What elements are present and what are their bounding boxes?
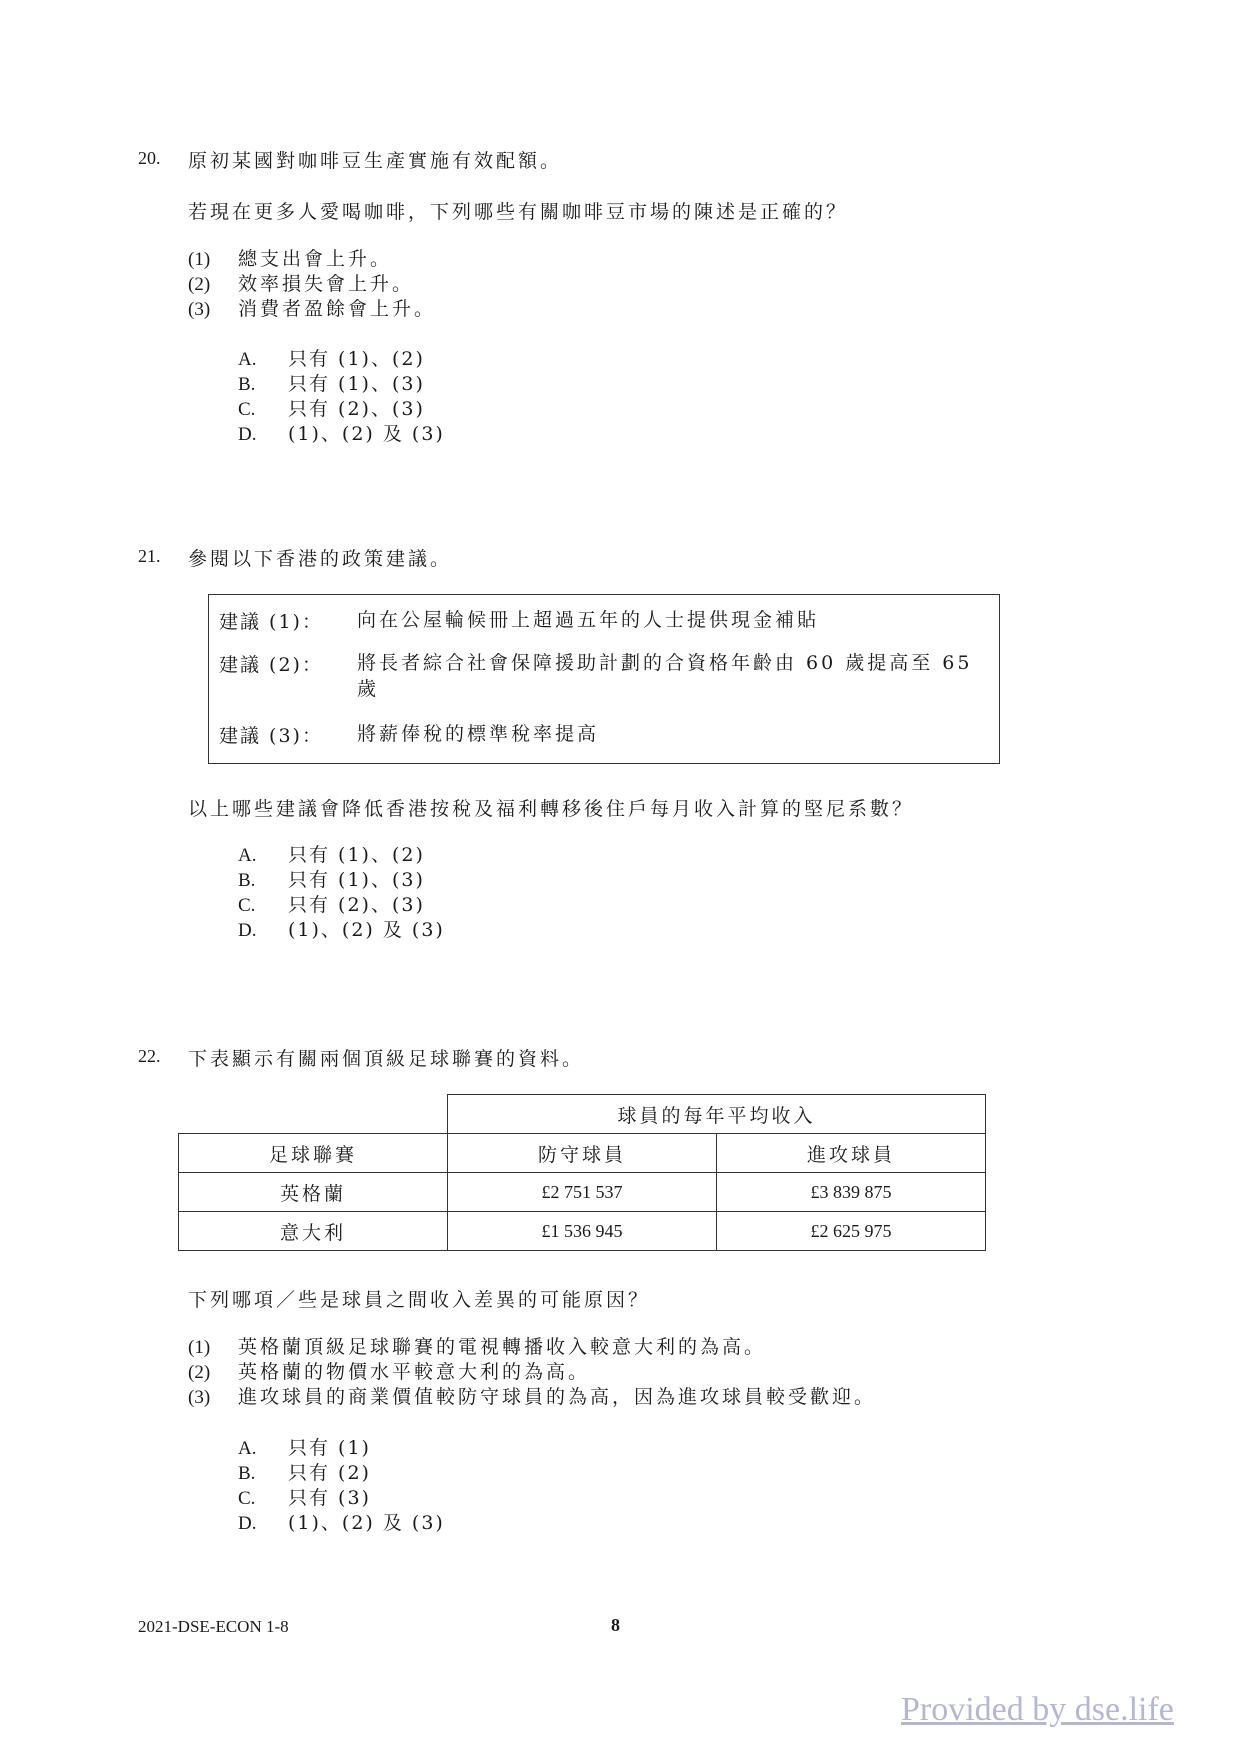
table-col-defender: 防守球員 xyxy=(448,1134,717,1173)
option-letter: B. xyxy=(238,870,256,891)
statement-number: (3) xyxy=(188,299,211,320)
question-22-statements xyxy=(188,1335,876,1410)
proposal-label: 建議 (1)： xyxy=(219,611,323,633)
option-text: (1)、(2) 及 (3) xyxy=(288,919,445,941)
table-row xyxy=(179,1173,986,1212)
option-letter: D. xyxy=(238,1513,257,1534)
question-22-prompt: 下列哪項／些是球員之間收入差異的可能原因？ xyxy=(188,1289,651,1311)
option-text: (1)、(2) 及 (3) xyxy=(288,423,445,445)
table-cell-league: 意大利 xyxy=(179,1212,448,1251)
question-20-prompt: 若現在更多人愛喝咖啡，下列哪些有關咖啡豆市場的陳述是正確的？ xyxy=(188,201,849,223)
option-d[interactable] xyxy=(238,1511,445,1536)
table-group-header: 球員的每年平均收入 xyxy=(448,1095,986,1134)
question-21-prompt: 以上哪些建議會降低香港按稅及福利轉移後住戶每月收入計算的堅尼系數？ xyxy=(188,798,915,820)
option-a[interactable] xyxy=(238,347,445,372)
question-22-options xyxy=(238,1436,445,1536)
question-20-number: 20. xyxy=(138,148,161,168)
table-cell-attacker: £2 625 975 xyxy=(717,1212,986,1251)
proposal-text: 向在公屋輪候冊上超過五年的人士提供現金補貼 xyxy=(357,609,820,631)
question-20-statements xyxy=(188,247,436,322)
option-text: 只有 (1) xyxy=(288,1437,371,1459)
option-letter: D. xyxy=(238,920,257,941)
page-number: 8 xyxy=(611,1615,620,1635)
table-cell-defender: £2 751 537 xyxy=(448,1173,717,1212)
table-header-row-group xyxy=(179,1095,986,1134)
question-21-number: 21. xyxy=(138,546,161,566)
question-20-options xyxy=(238,347,445,447)
statement-number: (1) xyxy=(188,1337,211,1358)
table-blank-cell xyxy=(179,1095,448,1134)
statement-number: (1) xyxy=(188,249,211,270)
proposal-text: 將薪俸稅的標準稅率提高 xyxy=(357,723,600,745)
statement-number: (3) xyxy=(188,1387,211,1408)
question-21-options xyxy=(238,843,445,943)
proposal-box xyxy=(208,594,1000,764)
statement-item xyxy=(188,272,436,297)
option-a[interactable] xyxy=(238,1436,445,1461)
question-20-stem: 原初某國對咖啡豆生產實施有效配額。 xyxy=(188,150,563,172)
option-b[interactable] xyxy=(238,868,445,893)
option-text: 只有 (2) xyxy=(288,1462,371,1484)
option-letter: A. xyxy=(238,1438,257,1459)
statement-item xyxy=(188,1360,876,1385)
table-cell-defender: £1 536 945 xyxy=(448,1212,717,1251)
option-a[interactable] xyxy=(238,843,445,868)
paper-code: 2021-DSE-ECON 1-8 xyxy=(138,1617,289,1636)
proposal-label: 建議 (2)： xyxy=(219,654,323,676)
statement-item xyxy=(188,297,436,322)
option-b[interactable] xyxy=(238,372,445,397)
option-letter: A. xyxy=(238,845,257,866)
option-text: 只有 (2)、(3) xyxy=(288,894,425,916)
statement-text: 總支出會上升。 xyxy=(238,248,393,270)
option-text: 只有 (1)、(3) xyxy=(288,869,425,891)
option-letter: C. xyxy=(238,1488,256,1509)
option-c[interactable] xyxy=(238,1486,445,1511)
statement-item xyxy=(188,1335,876,1360)
option-text: 只有 (1)、(2) xyxy=(288,348,425,370)
table-cell-league: 英格蘭 xyxy=(179,1173,448,1212)
proposal-label: 建議 (3)： xyxy=(219,725,323,747)
statement-text: 進攻球員的商業價值較防守球員的為高，因為進攻球員較受歡迎。 xyxy=(238,1386,877,1408)
option-letter: B. xyxy=(238,1463,256,1484)
statement-text: 英格蘭頂級足球聯賽的電視轉播收入較意大利的為高。 xyxy=(238,1336,767,1358)
question-22-number: 22. xyxy=(138,1046,161,1066)
statement-text: 效率損失會上升。 xyxy=(238,273,415,295)
option-b[interactable] xyxy=(238,1461,445,1486)
statement-number: (2) xyxy=(188,1362,211,1383)
table-row xyxy=(179,1212,986,1251)
table-cell-attacker: £3 839 875 xyxy=(717,1173,986,1212)
option-d[interactable] xyxy=(238,422,445,447)
option-letter: B. xyxy=(238,374,256,395)
question-21-stem: 參閱以下香港的政策建議。 xyxy=(188,548,453,570)
statement-item xyxy=(188,1385,876,1410)
statement-item xyxy=(188,247,436,272)
option-letter: A. xyxy=(238,349,257,370)
option-text: 只有 (1)、(3) xyxy=(288,373,425,395)
provided-by-link[interactable]: Provided by dse.life xyxy=(901,1691,1174,1728)
option-text: 只有 (2)、(3) xyxy=(288,398,425,420)
table-header-row xyxy=(179,1134,986,1173)
option-text: (1)、(2) 及 (3) xyxy=(288,1512,445,1534)
option-letter: C. xyxy=(238,895,256,916)
option-c[interactable] xyxy=(238,397,445,422)
statement-text: 消費者盈餘會上升。 xyxy=(238,298,437,320)
statement-number: (2) xyxy=(188,274,211,295)
option-letter: C. xyxy=(238,399,256,420)
option-letter: D. xyxy=(238,424,257,445)
league-income-table xyxy=(178,1094,986,1251)
question-22-stem: 下表顯示有關兩個頂級足球聯賽的資料。 xyxy=(188,1048,585,1070)
option-c[interactable] xyxy=(238,893,445,918)
option-text: 只有 (1)、(2) xyxy=(288,844,425,866)
proposal-text: 將長者綜合社會保障援助計劃的合資格年齡由 60 歲提高至 65 歲 xyxy=(357,652,973,700)
table-col-league: 足球聯賽 xyxy=(179,1134,448,1173)
option-text: 只有 (3) xyxy=(288,1487,371,1509)
table-col-attacker: 進攻球員 xyxy=(717,1134,986,1173)
statement-text: 英格蘭的物價水平較意大利的為高。 xyxy=(238,1361,591,1383)
option-d[interactable] xyxy=(238,918,445,943)
